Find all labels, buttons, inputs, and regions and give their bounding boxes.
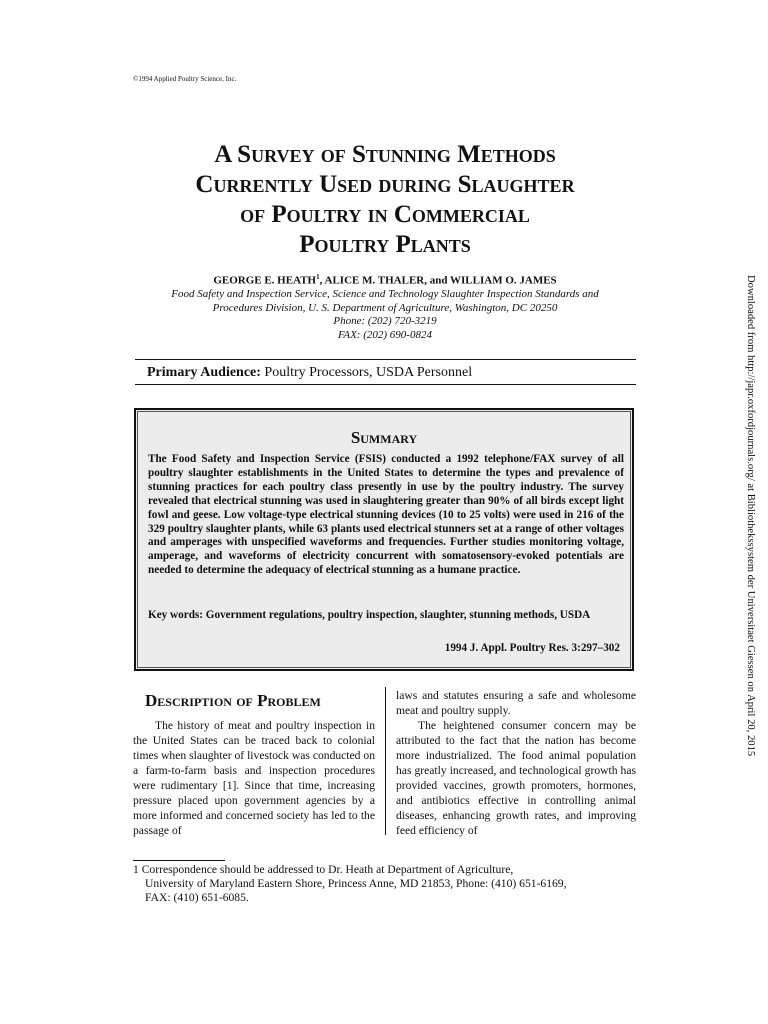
summary-box — [134, 408, 634, 671]
title-line: A Survey of Stunning Methods — [214, 141, 556, 168]
contact-fax: FAX: (202) 690-0824 — [338, 328, 432, 341]
footnote-marker: 1 — [133, 863, 139, 876]
title-line: Poultry Plants — [299, 231, 471, 258]
contact-phone: Phone: (202) 720-3219 — [333, 315, 437, 327]
title-line: Currently Used during Slaughter — [195, 171, 575, 198]
body-paragraph: The heightened consumer concern may be attributed to the fact that the nation has become more industrialized. The food animal population has greatly increased, and technological growth has provided vaccines, growth promoters, hormones, and antibiotics effective in controlling animal diseases, enhancing growth rates, and improving feed efficiency of — [396, 719, 636, 837]
left-column — [133, 718, 375, 838]
footnote-rule — [133, 860, 225, 861]
primary-audience — [147, 365, 472, 381]
section-heading: Description of Problem — [145, 691, 321, 710]
download-sidebar — [742, 0, 762, 1024]
footnote-ref: 1 — [316, 273, 320, 281]
right-column — [396, 688, 636, 838]
divider-rule — [135, 384, 636, 385]
column-divider — [385, 687, 386, 835]
audience-label: Primary Audience: — [147, 365, 261, 380]
author-list — [120, 270, 650, 288]
divider-rule — [135, 359, 636, 360]
body-paragraph: laws and statutes ensuring a safe and wholesome meat and poultry supply. — [396, 689, 636, 717]
footnote-line: FAX: (410) 651-6085. — [145, 891, 249, 904]
article-title — [120, 140, 650, 260]
title-line: of Poultry in Commercial — [240, 201, 530, 228]
body-paragraph: The history of meat and poultry inspection in the United States can be traced back to colonial times when slaughter of livestock was conducted on a farm-to-farm basis and inspection procedures were rudimentary [1]. Since that time, increasing pressure placed upon government agencies by a more informed and concerned society has led to the passage of — [133, 719, 375, 837]
author-others: , ALICE M. THALER, and WILLIAM O. JAMES — [319, 274, 557, 287]
copyright-notice: ©1994 Applied Poultry Science, Inc. — [133, 75, 237, 83]
footnote — [133, 863, 636, 905]
keywords: Key words: Government regulations, poultry inspection, slaughter, stunning methods, USDA — [148, 609, 591, 621]
author-primary: GEORGE E. HEATH — [213, 274, 317, 287]
summary-heading: Summary — [350, 428, 418, 447]
journal-citation: 1994 J. Appl. Poultry Res. 3:297–302 — [444, 642, 620, 654]
download-note: Downloaded from http://japr.oxfordjournals.org/ at Bibliothekssystem der Universitaet Giessen on April 20, 2015 — [745, 275, 756, 757]
summary-text: The Food Safety and Inspection Service (FSIS) conducted a 1992 telephone/FAX survey of all poultry slaughter establishments in the United States to determine the types and prevalence of stunning practices for each poultry class presently in use by the poultry industry. The survey revealed that electrical stunning was used in slaughtering greater than 90% of all birds except light fowl and geese. Low voltage-type electrical stunning devices (10 to 25 volts) were used in 216 of the 329 poultry slaughter plants, while 63 plants used electrical stunners set at a range of other voltages and amperages with unspecified waveforms and frequencies. Further studies monitoring voltage, amperage, and waveforms of electricity concurrent with somatosensory-evoked potentials are needed to determine the adequacy of electrical stunning as a humane practice. — [148, 453, 624, 577]
footnote-line: 1 Correspondence should be addressed to Dr. Heath at Department of Agriculture, — [133, 863, 514, 876]
affiliation-block — [120, 288, 650, 342]
affiliation-line: Procedures Division, U. S. Department of Agriculture, Washington, DC 20250 — [212, 301, 558, 314]
footnote-line: University of Maryland Eastern Shore, Princess Anne, MD 21853, Phone: (410) 651-6169, — [145, 877, 567, 890]
affiliation-line: Food Safety and Inspection Service, Science and Technology Slaughter Inspection Standards and — [171, 288, 599, 300]
audience-value: Poultry Processors, USDA Personnel — [264, 365, 473, 380]
